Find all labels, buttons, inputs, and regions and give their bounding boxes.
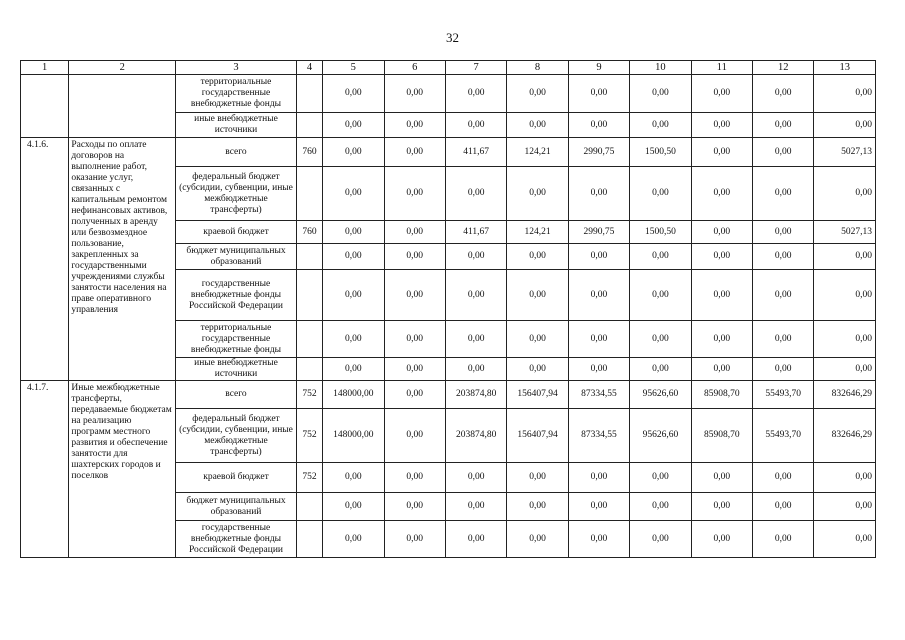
amount-cell: 0,00	[445, 75, 506, 113]
amount-cell: 148000,00	[323, 409, 384, 463]
amount-cell: 0,00	[814, 493, 876, 521]
amount-cell: 85908,70	[691, 381, 752, 409]
funding-source: бюджет муниципальных образований	[176, 244, 297, 270]
amount-cell: 0,00	[384, 358, 445, 381]
funding-source: государственные внебюджетные фонды Российской Федерации	[176, 270, 297, 321]
amount-cell: 0,00	[384, 167, 445, 221]
amount-cell: 0,00	[753, 138, 814, 167]
amount-cell: 2990,75	[568, 138, 629, 167]
amount-cell: 0,00	[630, 113, 691, 138]
amount-cell: 0,00	[630, 270, 691, 321]
budget-code: 760	[296, 221, 322, 244]
amount-cell: 0,00	[507, 521, 568, 558]
amount-cell: 0,00	[814, 521, 876, 558]
amount-cell: 5027,13	[814, 221, 876, 244]
budget-code	[296, 113, 322, 138]
amount-cell: 0,00	[814, 244, 876, 270]
amount-cell: 0,00	[384, 409, 445, 463]
amount-cell: 0,00	[753, 221, 814, 244]
amount-cell: 0,00	[753, 358, 814, 381]
budget-code	[296, 521, 322, 558]
amount-cell: 0,00	[445, 167, 506, 221]
column-number: 3	[176, 61, 297, 75]
amount-cell: 0,00	[630, 521, 691, 558]
amount-cell: 0,00	[384, 113, 445, 138]
amount-cell: 0,00	[814, 75, 876, 113]
amount-cell: 0,00	[568, 463, 629, 493]
budget-code	[296, 75, 322, 113]
column-number: 6	[384, 61, 445, 75]
amount-cell: 0,00	[384, 270, 445, 321]
funding-source: всего	[176, 381, 297, 409]
funding-source: краевой бюджет	[176, 221, 297, 244]
budget-code	[296, 244, 322, 270]
amount-cell: 0,00	[445, 463, 506, 493]
budget-code: 760	[296, 138, 322, 167]
amount-cell: 0,00	[568, 493, 629, 521]
amount-cell: 55493,70	[753, 381, 814, 409]
amount-cell: 0,00	[323, 113, 384, 138]
amount-cell: 0,00	[445, 493, 506, 521]
amount-cell: 0,00	[753, 493, 814, 521]
amount-cell: 832646,29	[814, 409, 876, 463]
amount-cell: 0,00	[445, 270, 506, 321]
amount-cell: 0,00	[630, 463, 691, 493]
column-number: 7	[445, 61, 506, 75]
amount-cell: 0,00	[630, 493, 691, 521]
amount-cell: 0,00	[507, 113, 568, 138]
funding-source: краевой бюджет	[176, 463, 297, 493]
amount-cell: 0,00	[384, 138, 445, 167]
budget-code	[296, 167, 322, 221]
amount-cell: 95626,60	[630, 381, 691, 409]
funding-source: территориальные государственные внебюджетные фонды	[176, 321, 297, 358]
table-row	[21, 75, 876, 113]
amount-cell: 0,00	[630, 167, 691, 221]
column-number: 8	[507, 61, 568, 75]
amount-cell: 124,21	[507, 138, 568, 167]
amount-cell: 0,00	[568, 321, 629, 358]
amount-cell: 0,00	[323, 75, 384, 113]
amount-cell: 0,00	[691, 493, 752, 521]
amount-cell: 0,00	[753, 113, 814, 138]
amount-cell: 156407,94	[507, 409, 568, 463]
amount-cell: 0,00	[384, 493, 445, 521]
amount-cell: 0,00	[323, 244, 384, 270]
amount-cell: 0,00	[753, 270, 814, 321]
budget-code: 752	[296, 381, 322, 409]
amount-cell: 0,00	[507, 358, 568, 381]
item-code	[21, 75, 69, 138]
amount-cell: 0,00	[323, 521, 384, 558]
amount-cell: 0,00	[814, 270, 876, 321]
amount-cell: 0,00	[445, 358, 506, 381]
amount-cell: 0,00	[691, 521, 752, 558]
item-code: 4.1.7.	[21, 381, 69, 558]
amount-cell: 0,00	[323, 270, 384, 321]
amount-cell: 0,00	[568, 358, 629, 381]
amount-cell: 0,00	[814, 167, 876, 221]
amount-cell: 0,00	[384, 221, 445, 244]
amount-cell: 0,00	[753, 244, 814, 270]
amount-cell: 0,00	[753, 463, 814, 493]
funding-source: территориальные государственные внебюджетные фонды	[176, 75, 297, 113]
amount-cell: 0,00	[753, 321, 814, 358]
amount-cell: 124,21	[507, 221, 568, 244]
amount-cell: 0,00	[507, 75, 568, 113]
item-name: Расходы по оплате договоров на выполнение работ, оказание услуг, связанных с капитальным ремонтом нефинансовых активов, полученных в аренду или безвозмездное пользование, закрепленных за государственными учреждениями службы занятости населения на праве оперативного управления	[69, 138, 176, 381]
budget-code	[296, 321, 322, 358]
amount-cell: 832646,29	[814, 381, 876, 409]
item-code: 4.1.6.	[21, 138, 69, 381]
amount-cell: 0,00	[691, 75, 752, 113]
amount-cell: 0,00	[691, 167, 752, 221]
budget-code	[296, 270, 322, 321]
amount-cell: 0,00	[507, 244, 568, 270]
amount-cell: 0,00	[507, 493, 568, 521]
amount-cell: 2990,75	[568, 221, 629, 244]
amount-cell: 55493,70	[753, 409, 814, 463]
column-number: 5	[323, 61, 384, 75]
column-number: 1	[21, 61, 69, 75]
amount-cell: 0,00	[753, 167, 814, 221]
item-name	[69, 75, 176, 138]
amount-cell: 0,00	[323, 463, 384, 493]
amount-cell: 0,00	[323, 221, 384, 244]
amount-cell: 87334,55	[568, 409, 629, 463]
funding-source: бюджет муниципальных образований	[176, 493, 297, 521]
budget-code: 752	[296, 463, 322, 493]
amount-cell: 0,00	[630, 244, 691, 270]
amount-cell: 0,00	[323, 167, 384, 221]
funding-source: всего	[176, 138, 297, 167]
amount-cell: 87334,55	[568, 381, 629, 409]
amount-cell: 0,00	[323, 493, 384, 521]
amount-cell: 0,00	[691, 138, 752, 167]
amount-cell: 0,00	[814, 113, 876, 138]
amount-cell: 0,00	[691, 321, 752, 358]
amount-cell: 0,00	[753, 521, 814, 558]
amount-cell: 0,00	[568, 75, 629, 113]
amount-cell: 0,00	[691, 463, 752, 493]
amount-cell: 203874,80	[445, 381, 506, 409]
amount-cell: 85908,70	[691, 409, 752, 463]
amount-cell: 0,00	[568, 167, 629, 221]
amount-cell: 148000,00	[323, 381, 384, 409]
amount-cell: 0,00	[323, 358, 384, 381]
amount-cell: 0,00	[507, 167, 568, 221]
funding-source: иные внебюджетные источники	[176, 358, 297, 381]
page-number: 32	[446, 30, 459, 45]
table-row	[21, 381, 876, 409]
item-name: Иные межбюджетные трансферты, передаваемые бюджетам на реализацию программ местного развития и обеспечение занятости для шахтерских городов и поселков	[69, 381, 176, 558]
amount-cell: 0,00	[507, 270, 568, 321]
amount-cell: 1500,50	[630, 138, 691, 167]
amount-cell: 0,00	[323, 321, 384, 358]
column-number-row	[21, 61, 876, 75]
budget-code: 752	[296, 409, 322, 463]
amount-cell: 411,67	[445, 138, 506, 167]
amount-cell: 0,00	[384, 381, 445, 409]
amount-cell: 0,00	[507, 463, 568, 493]
amount-cell: 0,00	[568, 521, 629, 558]
funding-source: федеральный бюджет (субсидии, субвенции, иные межбюджетные трансферты)	[176, 167, 297, 221]
amount-cell: 0,00	[384, 521, 445, 558]
amount-cell: 0,00	[507, 321, 568, 358]
amount-cell: 156407,94	[507, 381, 568, 409]
amount-cell: 0,00	[691, 358, 752, 381]
amount-cell: 0,00	[568, 113, 629, 138]
amount-cell: 0,00	[753, 75, 814, 113]
amount-cell: 0,00	[691, 113, 752, 138]
amount-cell: 5027,13	[814, 138, 876, 167]
amount-cell: 95626,60	[630, 409, 691, 463]
amount-cell: 0,00	[568, 270, 629, 321]
budget-table	[20, 60, 876, 558]
amount-cell: 0,00	[691, 270, 752, 321]
budget-code	[296, 358, 322, 381]
amount-cell: 0,00	[384, 244, 445, 270]
amount-cell: 0,00	[630, 75, 691, 113]
amount-cell: 0,00	[630, 358, 691, 381]
amount-cell: 0,00	[384, 321, 445, 358]
amount-cell: 411,67	[445, 221, 506, 244]
funding-source: иные внебюджетные источники	[176, 113, 297, 138]
amount-cell: 0,00	[384, 463, 445, 493]
column-number: 2	[69, 61, 176, 75]
amount-cell: 0,00	[691, 244, 752, 270]
amount-cell: 0,00	[568, 244, 629, 270]
amount-cell: 0,00	[445, 113, 506, 138]
column-number: 10	[630, 61, 691, 75]
amount-cell: 0,00	[445, 321, 506, 358]
amount-cell: 203874,80	[445, 409, 506, 463]
amount-cell: 0,00	[814, 321, 876, 358]
column-number: 4	[296, 61, 322, 75]
column-number: 13	[814, 61, 876, 75]
amount-cell: 0,00	[814, 463, 876, 493]
budget-code	[296, 493, 322, 521]
amount-cell: 1500,50	[630, 221, 691, 244]
funding-source: федеральный бюджет (субсидии, субвенции, иные межбюджетные трансферты)	[176, 409, 297, 463]
amount-cell: 0,00	[384, 75, 445, 113]
amount-cell: 0,00	[630, 321, 691, 358]
amount-cell: 0,00	[445, 521, 506, 558]
column-number: 11	[691, 61, 752, 75]
amount-cell: 0,00	[814, 358, 876, 381]
amount-cell: 0,00	[323, 138, 384, 167]
amount-cell: 0,00	[445, 244, 506, 270]
column-number: 9	[568, 61, 629, 75]
amount-cell: 0,00	[691, 221, 752, 244]
funding-source: государственные внебюджетные фонды Российской Федерации	[176, 521, 297, 558]
table-row	[21, 138, 876, 167]
column-number: 12	[753, 61, 814, 75]
